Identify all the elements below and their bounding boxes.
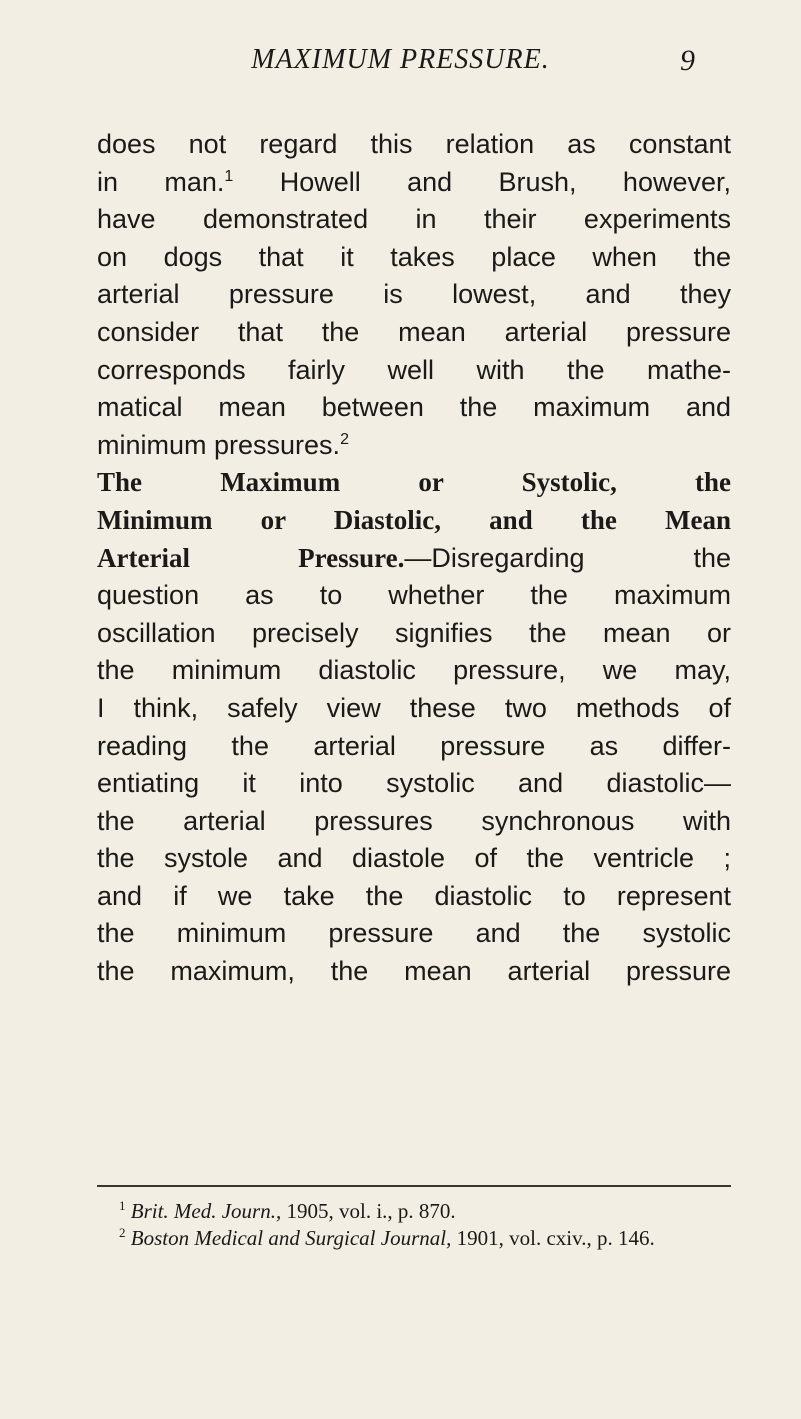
text-line: I think, safely view these two methods of xyxy=(97,692,731,723)
footnote-text: 1905, vol. i., p. 870. xyxy=(286,1199,456,1223)
text-line xyxy=(97,164,731,202)
page-number: 9 xyxy=(680,44,695,77)
body-text xyxy=(97,126,731,991)
section-heading: The Maximum or Systolic, the xyxy=(97,467,731,498)
section-heading: Arterial Pressure. xyxy=(97,542,405,573)
text-line: does not regard this relation as constant xyxy=(97,129,731,159)
text-line: reading the arterial pressure as differ- xyxy=(97,730,731,761)
text-line: consider that the mean arterial pressure xyxy=(97,316,731,347)
page-header xyxy=(0,44,801,84)
running-title: MAXIMUM PRESSURE. xyxy=(251,44,550,75)
text-line: arterial pressure is lowest, and they xyxy=(97,279,731,310)
text-span: Howell and Brush, however, xyxy=(279,166,731,197)
footnote-divider xyxy=(97,1185,731,1187)
text-line: and if we take the diastolic to represent xyxy=(97,880,731,911)
footnote xyxy=(97,1225,731,1252)
text-line: oscillation precisely signifies the mean or xyxy=(97,617,731,648)
footnote-ref: 1 xyxy=(224,167,234,185)
text-span: minimum pressures. xyxy=(97,429,341,460)
text-line: the minimum pressure and the systolic xyxy=(97,918,731,949)
text-line xyxy=(97,427,731,465)
text-line: entiating it into systolic and diastolic— xyxy=(97,768,731,799)
text-line: the maximum, the mean arterial pressure xyxy=(97,956,731,987)
footnote-source: Brit. Med. Journ., xyxy=(130,1199,282,1223)
text-line: question as to whether the maximum xyxy=(97,580,731,611)
footnote-source: Boston Medical and Surgical Journal, xyxy=(130,1226,452,1250)
text-span: —Disregarding the xyxy=(404,542,731,573)
text-span: in man. xyxy=(97,166,225,197)
footnote-text: 1901, vol. cxiv., p. 146. xyxy=(456,1226,655,1250)
footnote-number: 2 xyxy=(119,1225,126,1240)
text-line: the arterial pressures synchronous with xyxy=(97,805,731,836)
footnote-number: 1 xyxy=(119,1198,126,1213)
text-line: the minimum diastolic pressure, we may, xyxy=(97,655,731,686)
text-line: have demonstrated in their experiments xyxy=(97,204,731,235)
footnotes xyxy=(97,1198,731,1252)
text-line: corresponds fairly well with the mathe- xyxy=(97,354,731,385)
footnote-ref: 2 xyxy=(340,430,349,448)
text-line xyxy=(97,540,731,578)
text-line: on dogs that it takes place when the xyxy=(97,241,731,272)
text-line: matical mean between the maximum and xyxy=(97,392,731,423)
text-line: the systole and diastole of the ventricle ; xyxy=(97,843,731,874)
section-heading: Minimum or Diastolic, and the Mean xyxy=(97,504,731,535)
footnote xyxy=(97,1198,731,1225)
